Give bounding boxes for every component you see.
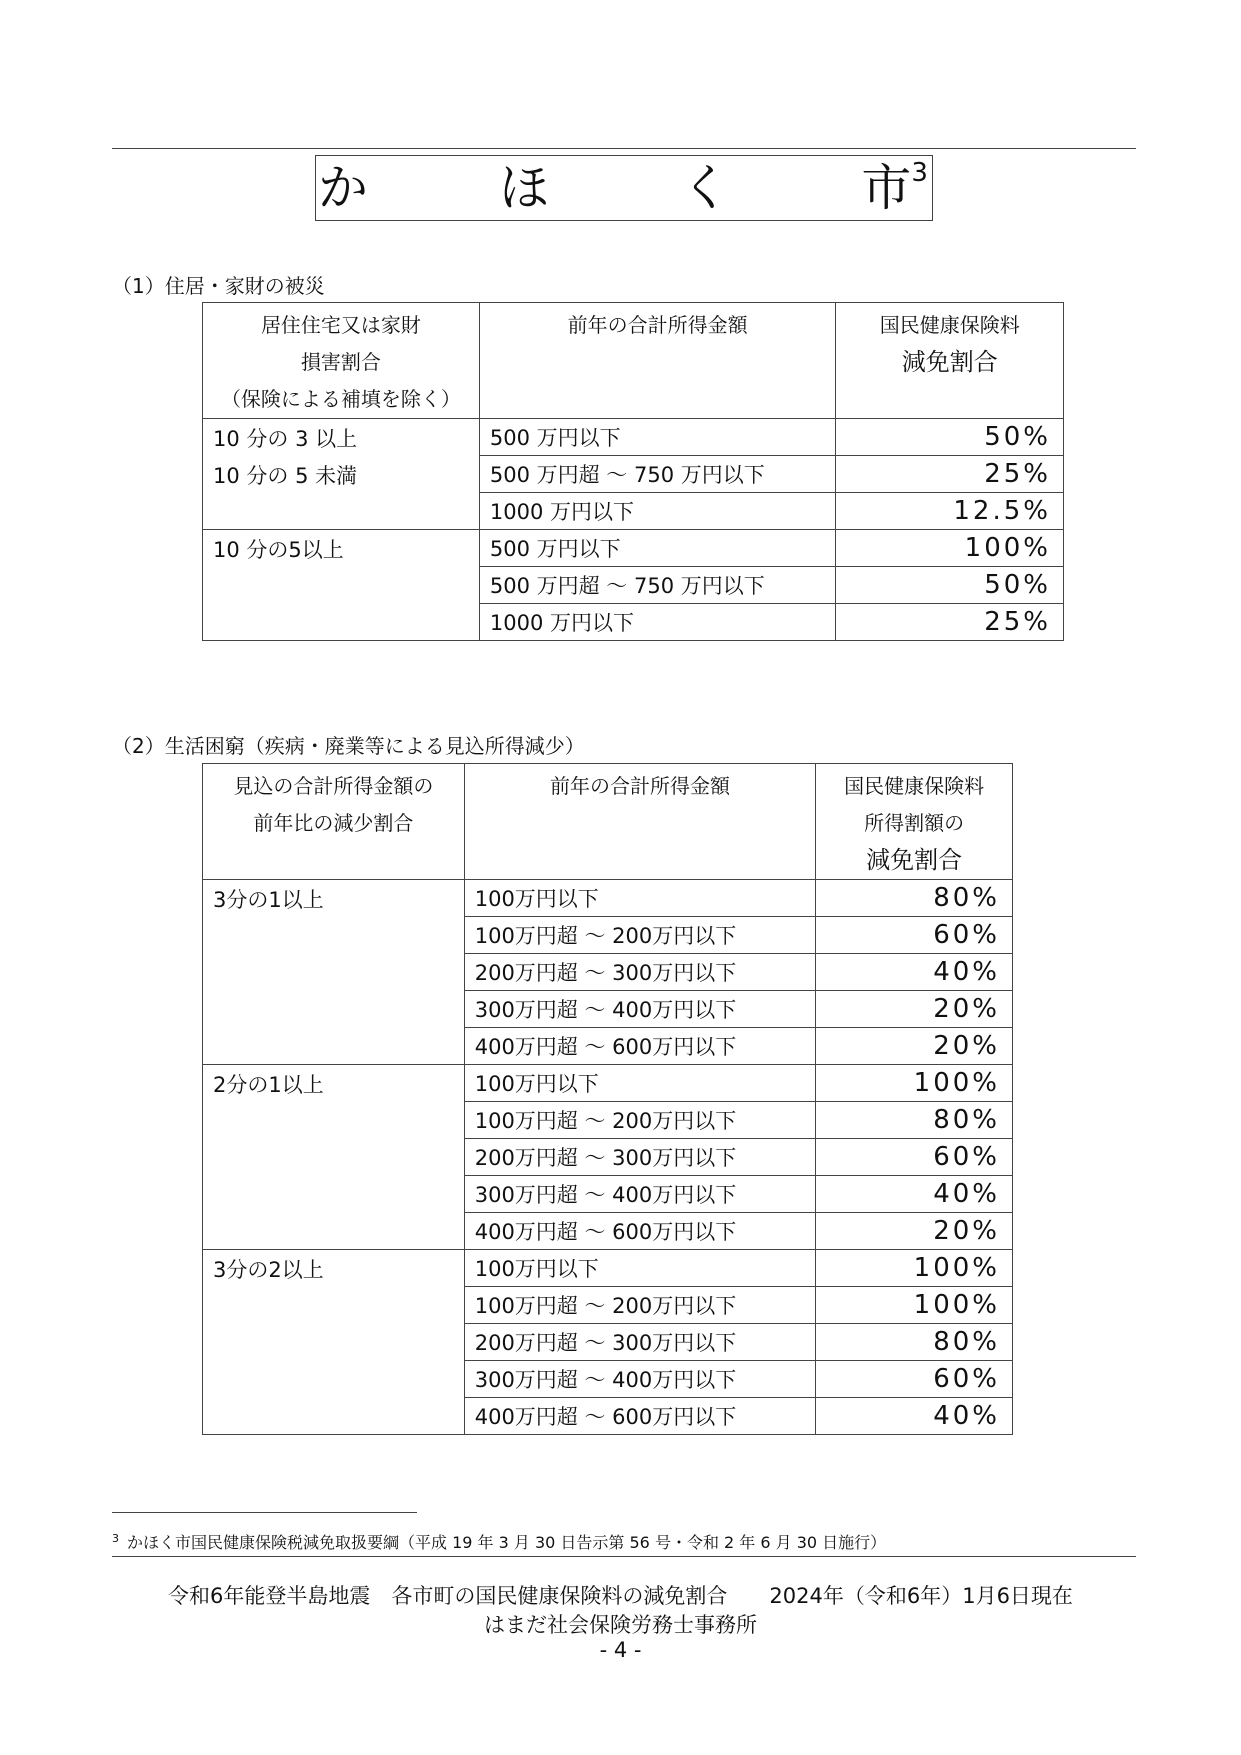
- reduction-rate: 40%: [816, 1176, 1013, 1213]
- footnote: [112, 1530, 886, 1553]
- title-char-3: く: [680, 159, 731, 217]
- title-footnote-ref: 3: [911, 158, 928, 188]
- income-range: 100万円超 ～ 200万円以下: [464, 917, 816, 954]
- reduction-rate: 25%: [836, 604, 1064, 641]
- income-range: 300万円超 ～ 400万円以下: [464, 1361, 816, 1398]
- table-row: [203, 1065, 1013, 1102]
- category-line: 3分の2以上: [213, 1258, 324, 1282]
- category-line: 10 分の 5 未満: [213, 464, 358, 488]
- income-range: 300万円超 ～ 400万円以下: [464, 991, 816, 1028]
- income-range: 400万円超 ～ 600万円以下: [464, 1398, 816, 1435]
- income-range: 1000 万円以下: [479, 604, 836, 641]
- reduction-rate: 100%: [816, 1287, 1013, 1324]
- section2-table: [202, 763, 1013, 1435]
- income-range: 500 万円以下: [479, 419, 836, 456]
- income-range: 100万円以下: [464, 1250, 816, 1287]
- reduction-rate: 60%: [816, 917, 1013, 954]
- title-char-2: ほ: [499, 159, 550, 217]
- category-line: 2分の1以上: [213, 1073, 324, 1097]
- table-row: [203, 530, 1064, 567]
- income-range: 100万円以下: [464, 1065, 816, 1102]
- footer-line1: 令和6年能登半島地震 各市町の国民健康保険料の減免割合 2024年（令和6年）1月6日現在: [168, 1584, 1073, 1608]
- header-col2: 前年の合計所得金額: [479, 303, 836, 419]
- category-line: 10 分の5以上: [213, 538, 344, 562]
- reduction-category: [203, 1250, 465, 1435]
- income-range: 300万円超 ～ 400万円以下: [464, 1176, 816, 1213]
- header-col1: 見込の合計所得金額の 前年比の減少割合: [203, 764, 465, 880]
- page-title: [315, 155, 933, 221]
- header-col2: 前年の合計所得金額: [464, 764, 816, 880]
- reduction-rate: 60%: [816, 1361, 1013, 1398]
- reduction-rate: 12.5%: [836, 493, 1064, 530]
- footer-rule: [112, 1556, 1136, 1557]
- header-col3: 国民健康保険料 減免割合: [836, 303, 1064, 419]
- header-col3: 国民健康保険料 所得割額の 減免割合: [816, 764, 1013, 880]
- reduction-rate: 40%: [816, 954, 1013, 991]
- section1-table: [202, 302, 1064, 641]
- category-line: 10 分の 3 以上: [213, 427, 358, 451]
- reduction-rate: 50%: [836, 419, 1064, 456]
- reduction-rate: 40%: [816, 1398, 1013, 1435]
- section2-heading: （2）生活困窮（疾病・廃業等による見込所得減少）: [112, 734, 585, 758]
- income-range: 400万円超 ～ 600万円以下: [464, 1028, 816, 1065]
- table-row: [203, 880, 1013, 917]
- section1-heading: （1）住居・家財の被災: [112, 274, 325, 298]
- reduction-rate: 25%: [836, 456, 1064, 493]
- reduction-rate: 100%: [836, 530, 1064, 567]
- reduction-category: [203, 530, 480, 641]
- income-range: 500 万円超 ～ 750 万円以下: [479, 567, 836, 604]
- category-line: 3分の1以上: [213, 888, 324, 912]
- income-range: 500 万円以下: [479, 530, 836, 567]
- income-range: 200万円超 ～ 300万円以下: [464, 1139, 816, 1176]
- reduction-category: [203, 419, 480, 530]
- title-char-1: か: [318, 159, 368, 217]
- table-header-row: [203, 764, 1013, 880]
- reduction-category: [203, 880, 465, 1065]
- reduction-category: [203, 1065, 465, 1250]
- reduction-rate: 20%: [816, 991, 1013, 1028]
- title-char-4: 市: [861, 159, 912, 217]
- table-row: [203, 1250, 1013, 1287]
- reduction-rate: 50%: [836, 567, 1064, 604]
- income-range: 500 万円超 ～ 750 万円以下: [479, 456, 836, 493]
- income-range: 200万円超 ～ 300万円以下: [464, 1324, 816, 1361]
- reduction-rate: 80%: [816, 1102, 1013, 1139]
- page-number: - 4 -: [599, 1638, 642, 1662]
- income-range: 100万円超 ～ 200万円以下: [464, 1102, 816, 1139]
- footnote-text: かほく市国民健康保険税減免取扱要綱（平成 19 年 3 月 30 日告示第 56 号・令和 2 年 6 月 30 日施行）: [127, 1533, 887, 1552]
- income-range: 200万円超 ～ 300万円以下: [464, 954, 816, 991]
- footnote-rule: [112, 1512, 417, 1513]
- reduction-rate: 80%: [816, 880, 1013, 917]
- income-range: 100万円超 ～ 200万円以下: [464, 1287, 816, 1324]
- income-range: 400万円超 ～ 600万円以下: [464, 1213, 816, 1250]
- income-range: 1000 万円以下: [479, 493, 836, 530]
- header-col1: 居住住宅又は家財 損害割合 （保険による補填を除く）: [203, 303, 480, 419]
- reduction-rate: 20%: [816, 1213, 1013, 1250]
- footer-line2: はまだ社会保険労務士事務所: [484, 1613, 757, 1637]
- table-row: [203, 419, 1064, 456]
- footnote-marker: 3: [112, 1531, 119, 1545]
- top-rule: [112, 148, 1136, 149]
- reduction-rate: 60%: [816, 1139, 1013, 1176]
- table-header-row: [203, 303, 1064, 419]
- income-range: 100万円以下: [464, 880, 816, 917]
- reduction-rate: 100%: [816, 1065, 1013, 1102]
- reduction-rate: 20%: [816, 1028, 1013, 1065]
- reduction-rate: 100%: [816, 1250, 1013, 1287]
- reduction-rate: 80%: [816, 1324, 1013, 1361]
